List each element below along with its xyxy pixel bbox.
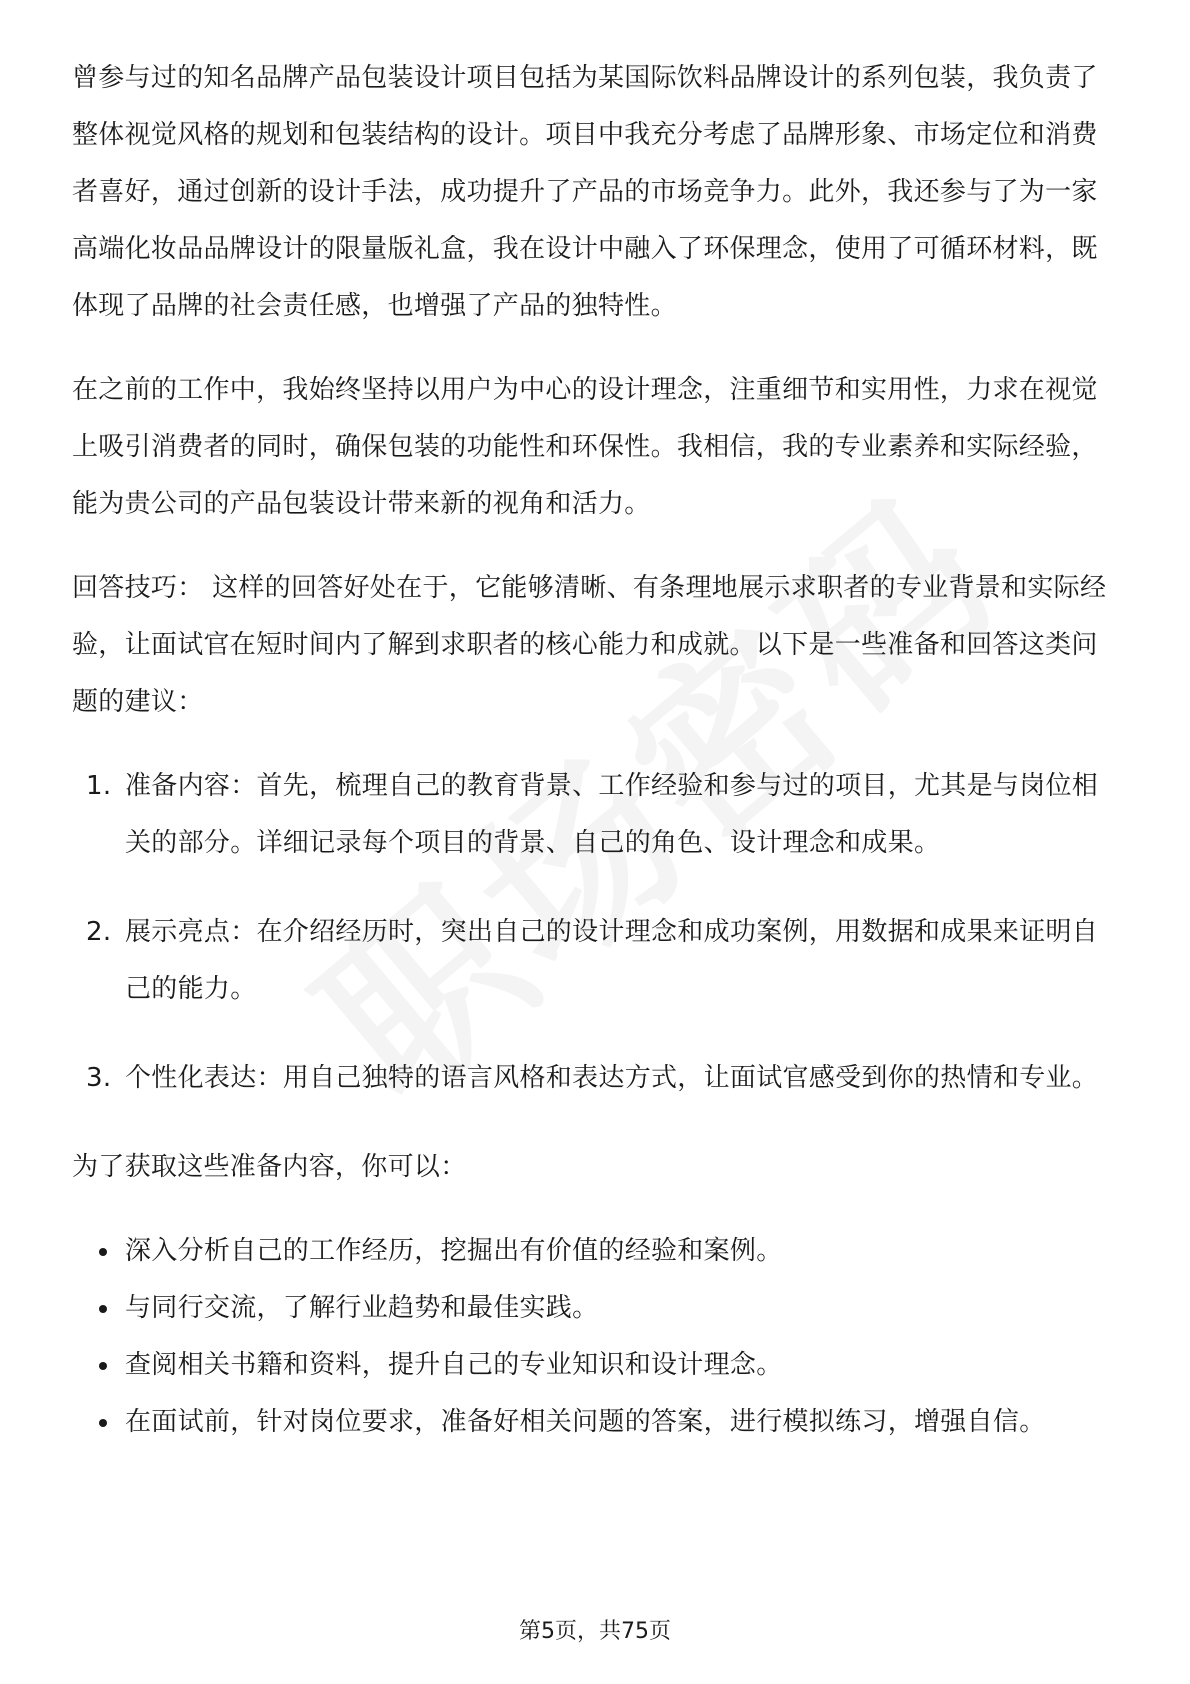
- list-item-text: 个性化表达：用自己独特的语言风格和表达方式，让面试官感受到你的热情和专业。: [125, 1063, 1099, 1093]
- bullet-list: [72, 1223, 1122, 1451]
- bullet-text: 查阅相关书籍和资料，提升自己的专业知识和设计理念。: [125, 1350, 783, 1380]
- bullet-text: 与同行交流，了解行业趋势和最佳实践。: [125, 1293, 599, 1323]
- list-number: 3.: [86, 1063, 112, 1093]
- list-number: 2.: [86, 917, 112, 947]
- bullet-dot-icon: [99, 1305, 107, 1313]
- bullet-dot-icon: [99, 1248, 107, 1256]
- paragraph-answer-tips: 回答技巧： 这样的回答好处在于，它能够清晰、有条理地展示求职者的专业背景和实际经验，让面试官在短时间内了解到求职者的核心能力和成就。以下是一些准备和回答这类问题的建议：: [72, 573, 1107, 717]
- bullet-item: [72, 1280, 1122, 1337]
- list-item: [72, 758, 1122, 872]
- list-item-text: 准备内容：首先，梳理自己的教育背景、工作经验和参与过的项目，尤其是与岗位相关的部分。详细记录每个项目的背景、自己的角色、设计理念和成果。: [125, 771, 1099, 858]
- list-item: [72, 904, 1122, 1018]
- list-item: [72, 1050, 1122, 1107]
- page-number-footer: 第5页，共75页: [519, 1619, 671, 1644]
- list-number: 1.: [86, 771, 112, 801]
- bullet-dot-icon: [99, 1362, 107, 1370]
- bullet-text: 深入分析自己的工作经历，挖掘出有价值的经验和案例。: [125, 1236, 783, 1266]
- document-page: [72, 50, 1122, 1451]
- bullet-item: [72, 1394, 1122, 1451]
- bullet-item: [72, 1223, 1122, 1280]
- paragraph-project-experience: 曾参与过的知名品牌产品包装设计项目包括为某国际饮料品牌设计的系列包装，我负责了整体视觉风格的规划和包装结构的设计。项目中我充分考虑了品牌形象、市场定位和消费者喜好，通过创新的设计手法，成功提升了产品的市场竞争力。此外，我还参与了为一家高端化妆品品牌设计的限量版礼盒，我在设计中融入了环保理念，使用了可循环材料，既体现了品牌的社会责任感，也增强了产品的独特性。: [72, 63, 1098, 321]
- bullet-dot-icon: [99, 1419, 107, 1427]
- list-item-text: 展示亮点：在介绍经历时，突出自己的设计理念和成功案例，用数据和成果来证明自己的能力。: [125, 917, 1099, 1004]
- numbered-list: [72, 758, 1122, 1107]
- bullet-text: 在面试前，针对岗位要求，准备好相关问题的答案，进行模拟练习，增强自信。: [125, 1407, 1046, 1437]
- bullet-item: [72, 1337, 1122, 1394]
- paragraph-bullets-intro: 为了获取这些准备内容，你可以：: [72, 1152, 467, 1182]
- paragraph-design-philosophy: 在之前的工作中，我始终坚持以用户为中心的设计理念，注重细节和实用性，力求在视觉上吸引消费者的同时，确保包装的功能性和环保性。我相信，我的专业素养和实际经验，能为贵公司的产品包装设计带来新的视角和活力。: [72, 375, 1098, 519]
